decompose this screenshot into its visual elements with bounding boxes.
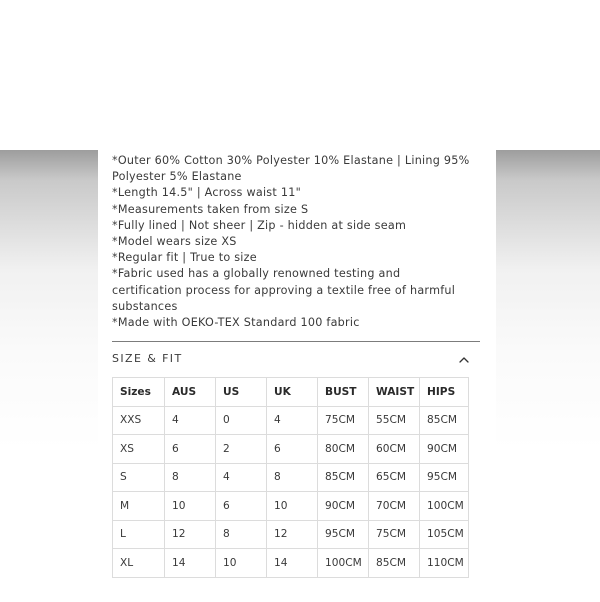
description-line: *Made with OEKO-TEX Standard 100 fabric [112, 316, 360, 330]
table-header-row [113, 378, 469, 407]
table-cell: 12 [165, 520, 216, 549]
table-cell: 10 [165, 492, 216, 521]
size-fit-accordion-header[interactable] [112, 352, 474, 368]
table-row [113, 492, 469, 521]
table-cell: 65CM [369, 463, 420, 492]
description-line: Polyester 5% Elastane [112, 170, 242, 184]
size-chart-table [112, 377, 469, 578]
table-cell: 75CM [369, 520, 420, 549]
chevron-up-icon[interactable] [458, 354, 470, 366]
table-cell: 95CM [318, 520, 369, 549]
table-row [113, 406, 469, 435]
table-cell: 4 [165, 406, 216, 435]
table-cell: 2 [216, 435, 267, 464]
table-cell: 75CM [318, 406, 369, 435]
table-cell: 60CM [369, 435, 420, 464]
header-waist: WAIST [369, 378, 420, 407]
table-cell: XS [113, 435, 165, 464]
table-cell: 85CM [318, 463, 369, 492]
product-description [112, 153, 482, 331]
table-cell: 14 [165, 549, 216, 578]
table-cell: 6 [267, 435, 318, 464]
table-cell: 14 [267, 549, 318, 578]
table-cell: 4 [267, 406, 318, 435]
table-cell: 4 [216, 463, 267, 492]
description-line: certification process for approving a textile free of harmful [112, 283, 456, 297]
description-line: *Length 14.5" | Across waist 11" [112, 186, 301, 200]
table-cell: S [113, 463, 165, 492]
backdrop-left [0, 150, 110, 602]
description-line: *Outer 60% Cotton 30% Polyester 10% Elastane | Lining 95% [112, 154, 470, 167]
backdrop-right [495, 150, 600, 602]
table-row [113, 435, 469, 464]
table-cell: 8 [165, 463, 216, 492]
table-cell: 12 [267, 520, 318, 549]
description-line: *Fabric used has a globally renowned testing and [112, 267, 401, 281]
table-row [113, 549, 469, 578]
section-divider [112, 341, 480, 342]
table-row [113, 463, 469, 492]
table-cell: 100CM [318, 549, 369, 578]
table-cell: 90CM [318, 492, 369, 521]
table-row [113, 520, 469, 549]
table-cell: 85CM [369, 549, 420, 578]
table-cell: 80CM [318, 435, 369, 464]
table-cell: XL [113, 549, 165, 578]
table-cell: L [113, 520, 165, 549]
table-cell: 55CM [369, 406, 420, 435]
table-cell: 10 [267, 492, 318, 521]
table-cell: 0 [216, 406, 267, 435]
description-line: *Measurements taken from size S [112, 202, 309, 216]
table-cell: 85CM [420, 406, 469, 435]
table-cell: 110CM [420, 549, 469, 578]
header-us: US [216, 378, 267, 407]
description-line: *Model wears size XS [112, 235, 237, 249]
table-cell: 90CM [420, 435, 469, 464]
table-cell: 6 [216, 492, 267, 521]
table-cell: 105CM [420, 520, 469, 549]
table-cell: 100CM [420, 492, 469, 521]
table-cell: 70CM [369, 492, 420, 521]
table-cell: 10 [216, 549, 267, 578]
table-cell: 8 [216, 520, 267, 549]
description-line: *Fully lined | Not sheer | Zip - hidden at side seam [112, 218, 407, 232]
size-fit-title: SIZE & FIT [112, 352, 183, 365]
table-cell: 6 [165, 435, 216, 464]
description-line: substances [112, 299, 178, 313]
table-cell: M [113, 492, 165, 521]
description-line: *Regular fit | True to size [112, 251, 257, 265]
table-cell: 8 [267, 463, 318, 492]
table-cell: 95CM [420, 463, 469, 492]
header-aus: AUS [165, 378, 216, 407]
header-hips: HIPS [420, 378, 469, 407]
header-sizes: Sizes [113, 378, 165, 407]
header-uk: UK [267, 378, 318, 407]
header-bust: BUST [318, 378, 369, 407]
table-cell: XXS [113, 406, 165, 435]
